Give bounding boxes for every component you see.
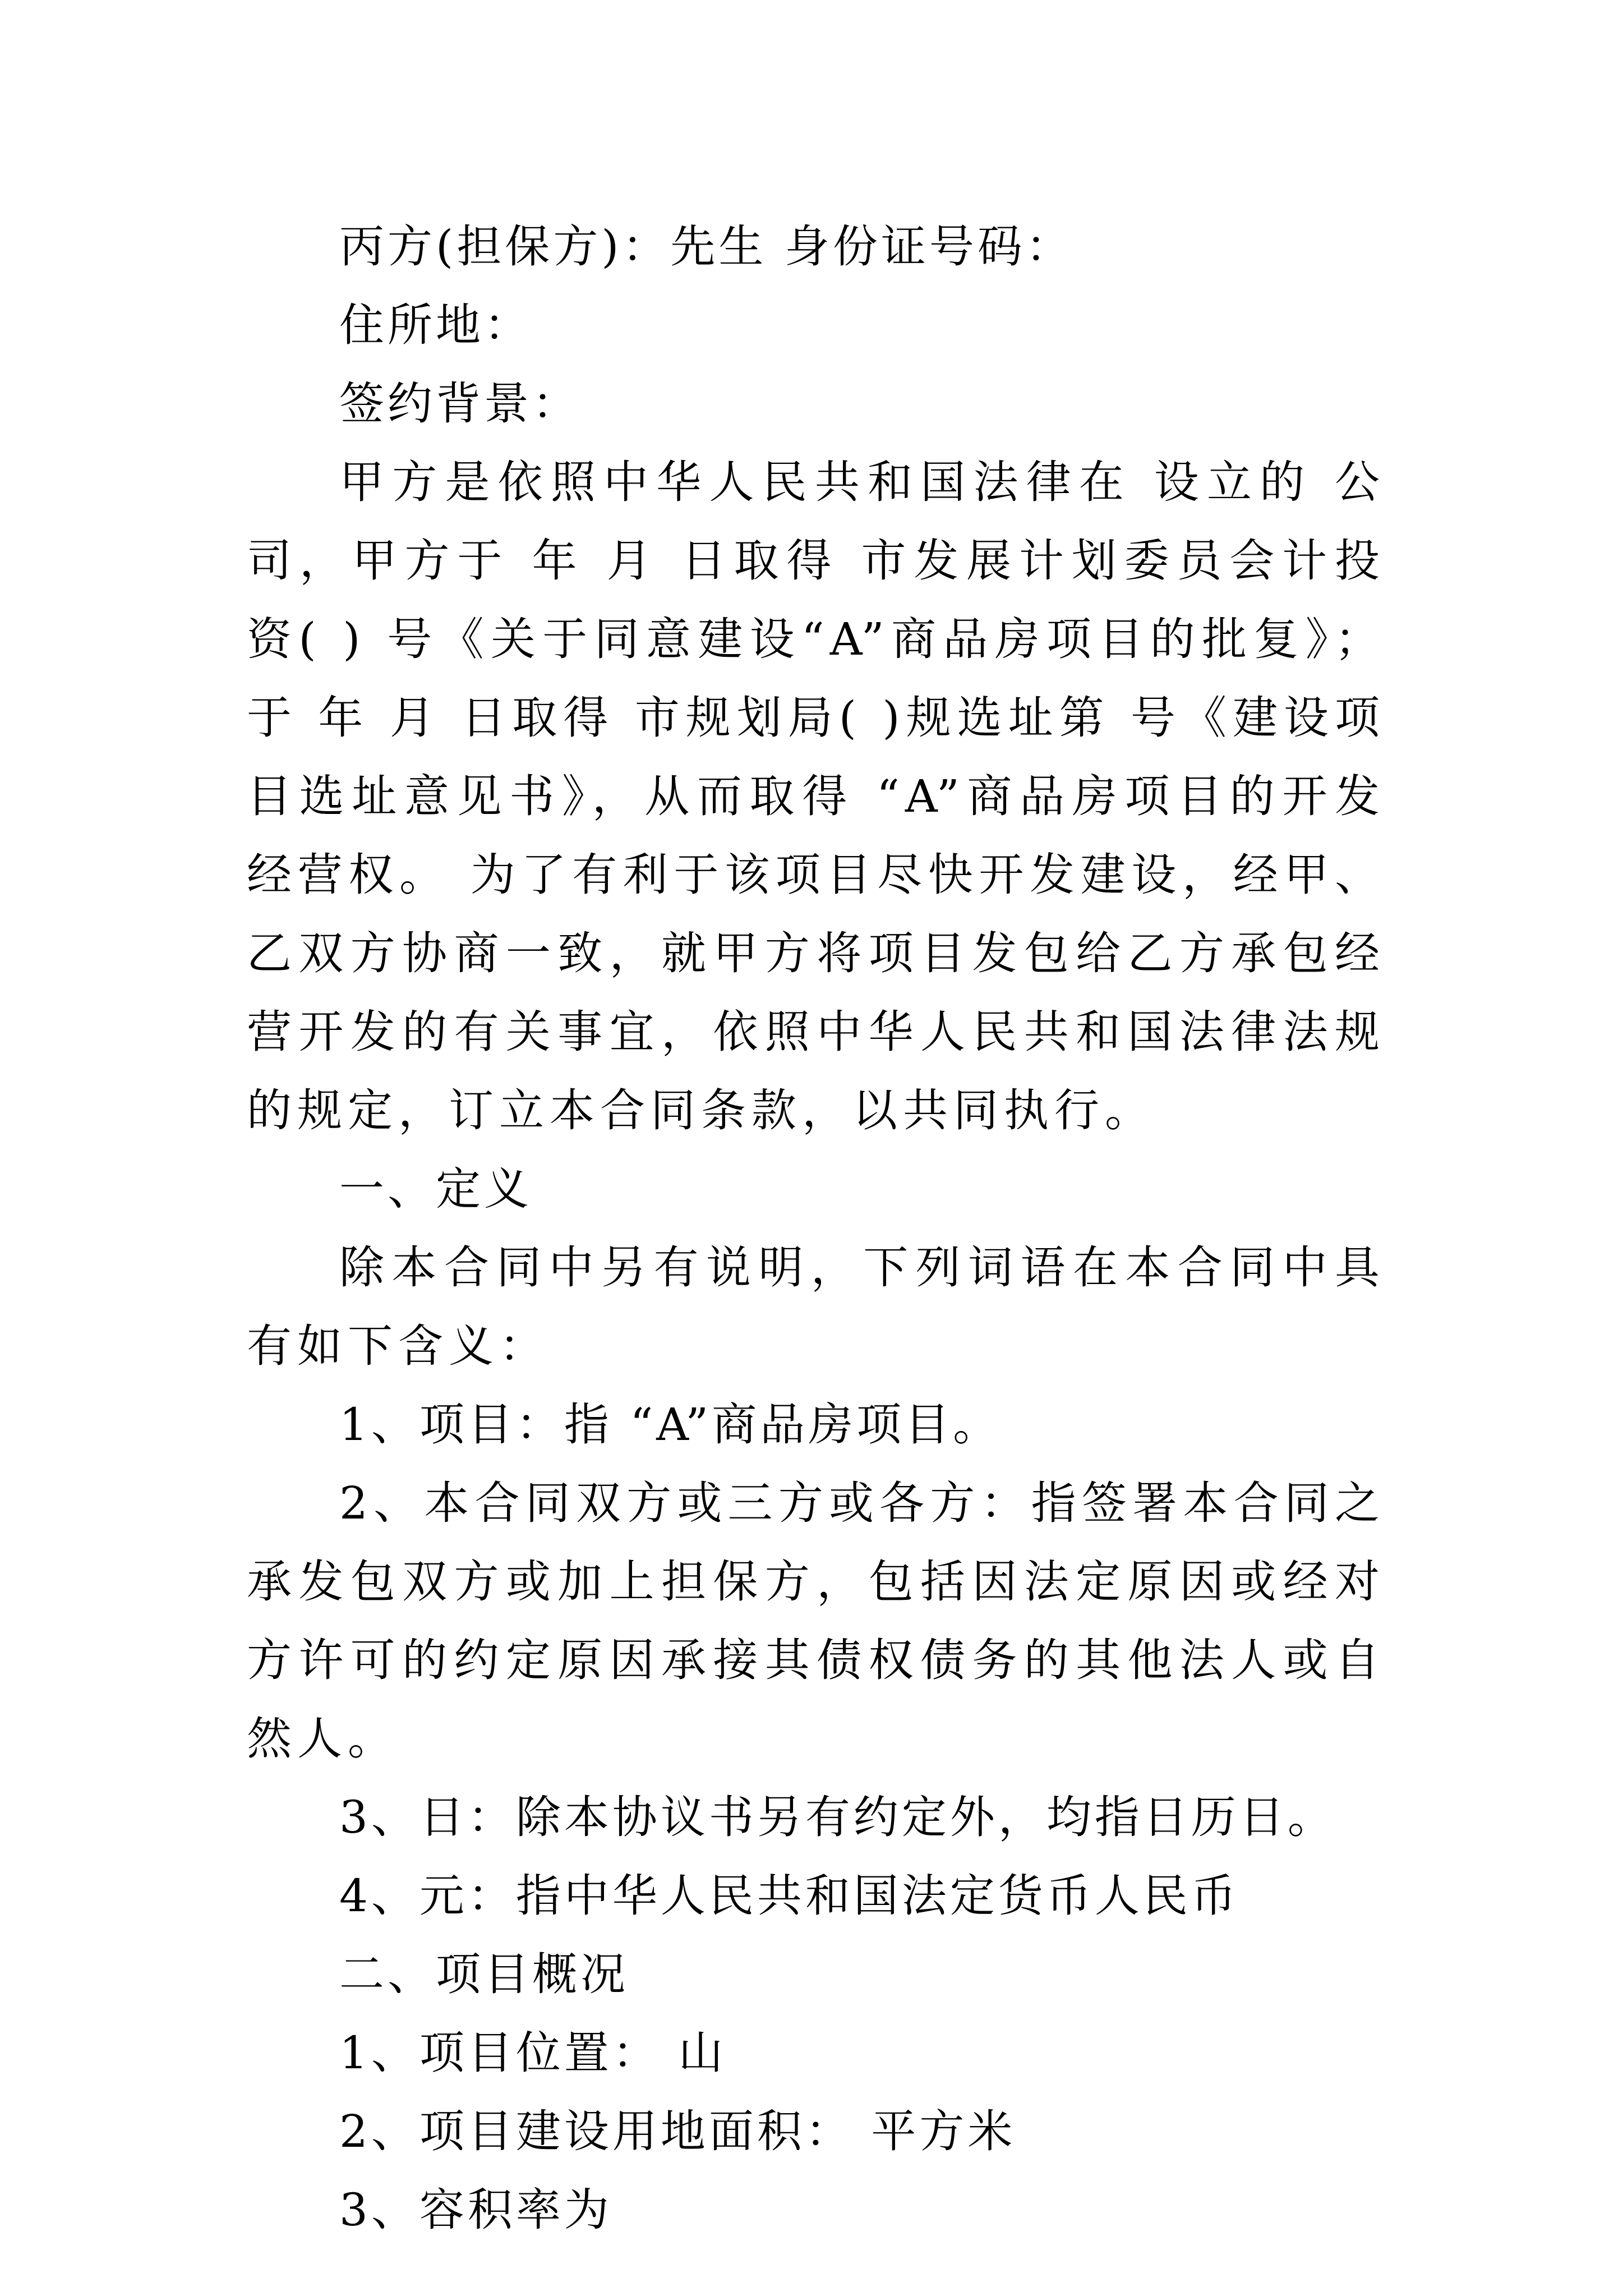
section-heading-overview: 二、项目概况 xyxy=(339,1948,629,2000)
overview-item-1: 1、项目位置： 山 xyxy=(339,2027,727,2079)
overview-item-2: 2、项目建设用地面积： 平方米 xyxy=(339,2105,1016,2157)
definition-item-2: 2、本合同双方或三方或各方：指签署本合同之承发包双方或加上担保方，包括因法定原因或经对方许可的约定原因承接其债权债务的其他法人或自然人。 xyxy=(247,1477,1385,1765)
definition-item-4: 4、元：指中华人民共和国法定货币人民币 xyxy=(339,1870,1239,1922)
background-heading: 签约背景： xyxy=(339,378,580,430)
definition-item-3: 3、日：除本协议书另有约定外，均指日历日。 xyxy=(339,1791,1336,1843)
address-line: 住所地： xyxy=(339,299,532,351)
document-body xyxy=(247,208,1385,2249)
overview-item-3: 3、容积率为 xyxy=(339,2184,612,2236)
guarantor-line: 丙方(担保方)：先生 身份证号码： xyxy=(339,220,1074,273)
section-heading-definitions: 一、定义 xyxy=(339,1163,532,1215)
background-paragraph: 甲方是依照中华人民共和国法律在 设立的 公司，甲方于 年 月 日取得 市发展计划委员会计投资( ) 号《关于同意建设“A”商品房项目的批复》；于 年 月 日取得 市规划局( )规选址第 号《建设项目选址意见书》，从而取得 “A”商品房项目的开发经营权。 为了有利于该项目尽快开发建设，经甲、乙双方协商一致，就甲方将项目发包给乙方承包经营开发的有关事宜，依照中华人民共和国法律法规的规定，订立本合同条款，以共同执行。 xyxy=(247,456,1385,1137)
definition-item-1: 1、项目：指 “A”商品房项目。 xyxy=(339,1398,1002,1451)
definitions-intro: 除本合同中另有说明，下列词语在本合同中具有如下含义： xyxy=(247,1241,1385,1372)
